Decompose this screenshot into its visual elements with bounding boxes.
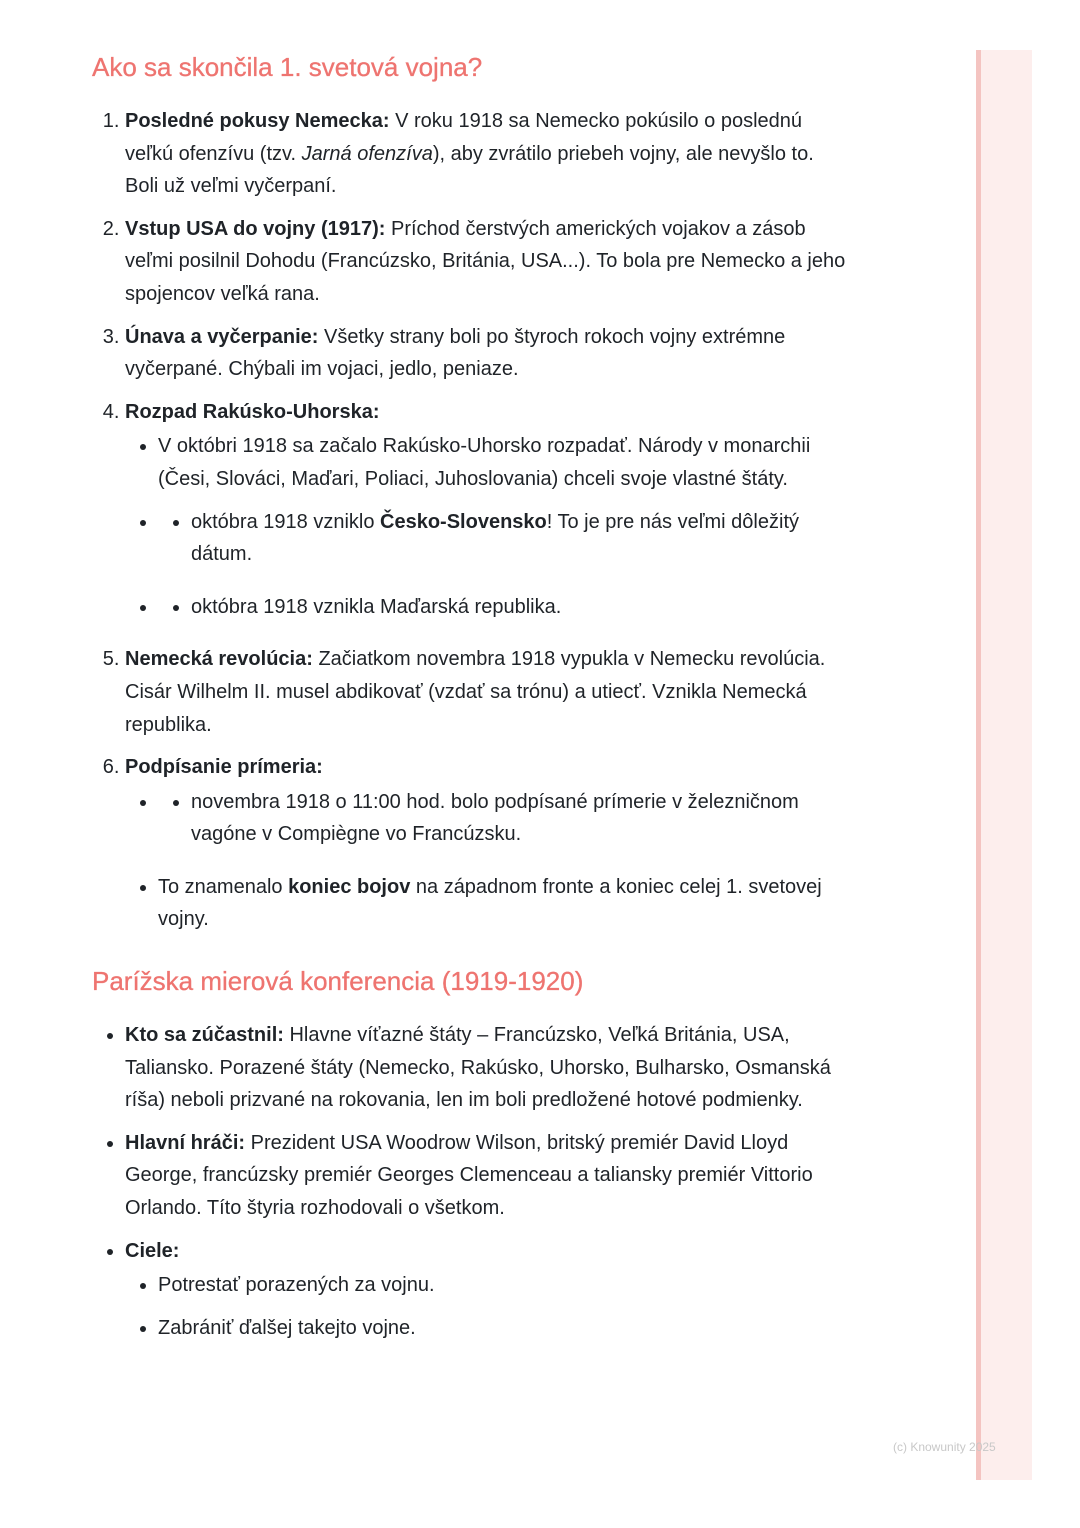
list-item (125, 396, 852, 624)
item-heading: Hlavní hráči: (125, 1131, 246, 1154)
inner-list (158, 506, 852, 571)
item-text: Potrestať porazených za vojnu. (158, 1274, 435, 1297)
sidebar-panel (976, 50, 1032, 1480)
item-heading: Ciele: (125, 1239, 180, 1262)
item-text: novembra 1918 o 11:00 hod. bolo podpísané prímerie v železničnom vagóne v Compiègne vo Francúzsku. (191, 790, 799, 846)
inner-list (158, 591, 852, 624)
item-text: Zabrániť ďalšej takejto vojne. (158, 1316, 416, 1339)
item-heading: Nemecká revolúcia: (125, 648, 313, 671)
sub-list-item (158, 506, 852, 571)
document-content (92, 52, 852, 1354)
sub-list-item (158, 786, 852, 851)
item-bold-term: koniec bojov (288, 875, 411, 898)
peace-conference-list (92, 1019, 852, 1344)
item-heading: Posledné pokusy Nemecka: (125, 110, 390, 132)
item-text: Prezident USA Woodrow Wilson, britský premiér David Lloyd George, francúzsky premiér Georges Clemenceau a taliansky premiér Vittorio Orlando. Títo štyria rozhodovali o všetkom. (125, 1131, 813, 1220)
item-heading: Podpísanie prímeria: (125, 756, 323, 779)
list-item (125, 1235, 852, 1345)
item-heading: Kto sa zúčastnil: (125, 1024, 284, 1047)
item-heading: Vstup USA do vojny (1917): (125, 217, 386, 240)
list-item (125, 1019, 852, 1117)
inner-list-item (191, 506, 852, 571)
item-text: Začiatkom novembra 1918 vypukla v Nemecku revolúcia. Cisár Wilhelm II. musel abdikovať (vzdať sa trónu) a utiecť. Vznikla Nemecká republika. (125, 648, 826, 736)
item-text: Príchod čerstvých amerických vojakov a zásob veľmi posilnil Dohodu (Francúzsko, Británia, USA...). To bola pre Nemecko a jeho spojencov veľká rana. (125, 217, 846, 305)
item-heading: Únava a vyčerpanie: (125, 325, 319, 348)
end-of-war-list (92, 105, 852, 936)
list-item (125, 213, 852, 311)
item-text: To znamenalo (158, 875, 289, 898)
sub-list-item (158, 430, 852, 495)
item-text: V roku 1918 sa Nemecko pokúsilo o poslednú veľkú ofenzívu (tzv. (125, 110, 803, 165)
item-text: Hlavne víťazné štáty – Francúzsko, Veľká Británia, USA, Taliansko. Porazené štáty (Nemecko, Rakúsko, Uhorsko, Bulharsko, Osmanská ríša) neboli prizvané na rokovania, len im boli predložené hotové podmienky. (125, 1024, 831, 1112)
section-title-end-of-war: Ako sa skončila 1. svetová vojna? (92, 52, 483, 82)
item-text: ), aby zvrátilo priebeh vojny, ale nevyšlo to. Boli už veľmi vyčerpaní. (125, 142, 814, 198)
sub-list-item (158, 1312, 852, 1345)
copyright-footer: (c) Knowunity 2025 (893, 1440, 996, 1454)
sub-list (125, 786, 852, 936)
section-title-peace-conference: Parížska mierová konferencia (1919-1920) (92, 966, 584, 997)
list-item (125, 321, 852, 386)
list-item (125, 751, 852, 936)
inner-list (158, 786, 852, 851)
sub-list (125, 430, 852, 623)
sub-list (125, 1269, 852, 1344)
item-italic-term: Jarná ofenzíva (301, 142, 433, 165)
item-text: Všetky strany boli po štyroch rokoch vojny extrémne vyčerpané. Chýbali im vojaci, jedlo, peniaze. (125, 325, 786, 381)
item-text: ! To je pre nás veľmi dôležitý dátum. (191, 510, 799, 566)
sub-list-item (158, 1269, 852, 1302)
item-text: októbra 1918 vzniklo (191, 510, 381, 533)
item-text: V októbri 1918 sa začalo Rakúsko-Uhorsko rozpadať. Národy v monarchii (Česi, Slováci, Maďari, Poliaci, Juhoslovania) chceli svoje vlastné štáty. (158, 435, 811, 490)
item-text: októbra 1918 vznikla Maďarská republika. (191, 595, 562, 618)
item-text: na západnom fronte a koniec celej 1. svetovej vojny. (158, 875, 822, 931)
list-item (125, 1127, 852, 1225)
sub-list-item (158, 591, 852, 624)
inner-list-item (191, 786, 852, 851)
item-bold-term: Česko-Slovensko (380, 510, 547, 533)
list-item (125, 643, 852, 741)
item-heading: Rozpad Rakúsko-Uhorska: (125, 400, 380, 423)
inner-list-item (191, 591, 852, 624)
list-item (125, 105, 852, 203)
sub-list-item (158, 871, 852, 936)
sidebar-accent-line (976, 50, 981, 1480)
